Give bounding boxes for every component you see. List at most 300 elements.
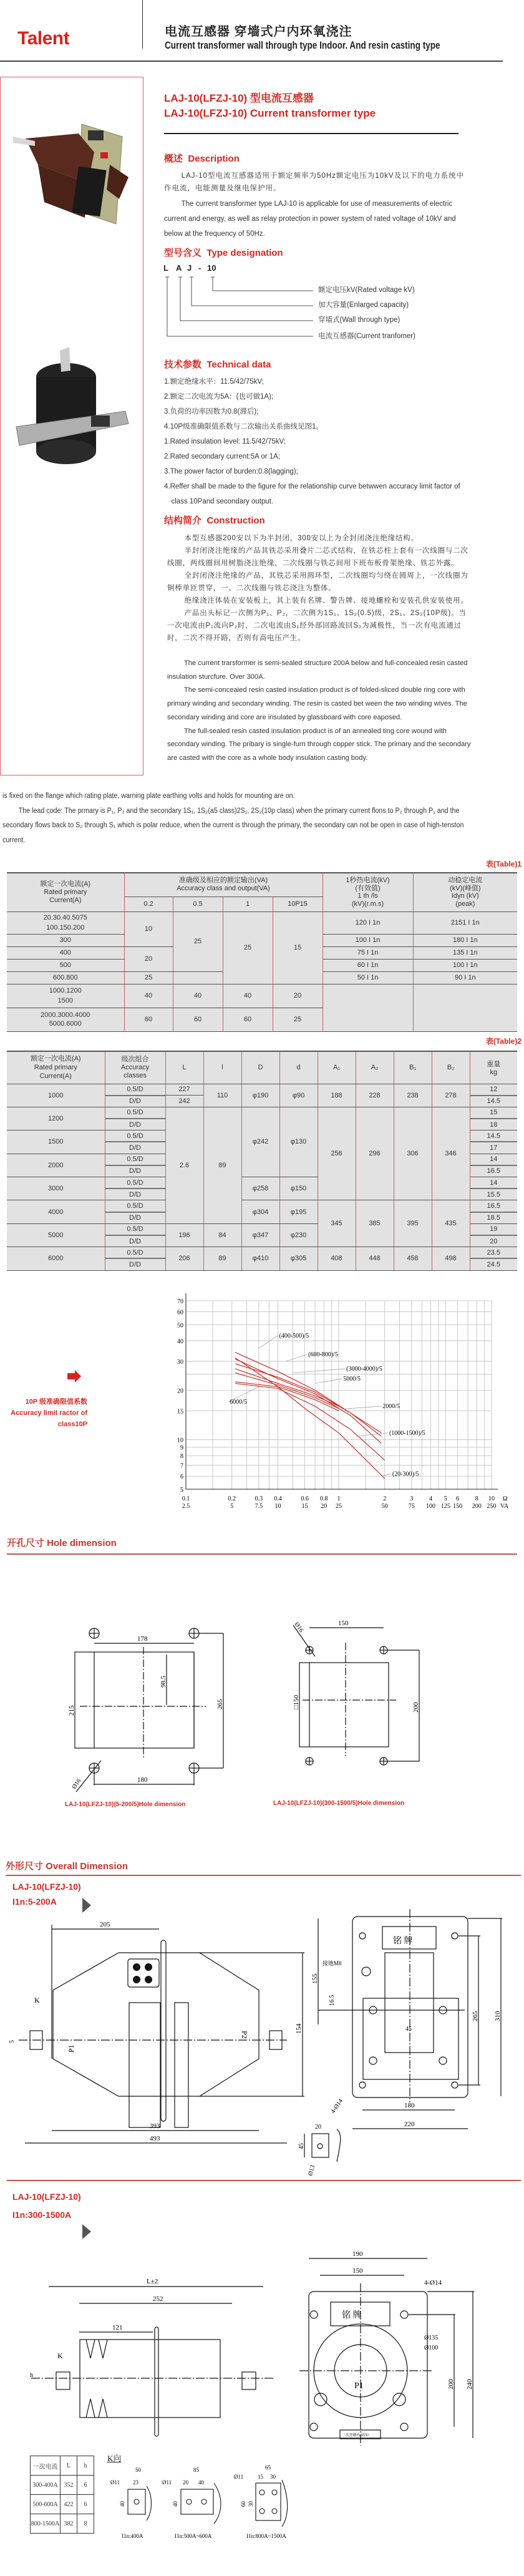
series-label: (3000-4000)/5 — [346, 1366, 382, 1373]
k-view-label: K向 — [107, 2454, 122, 2463]
product-photo-panel — [0, 77, 143, 775]
t1-cell-02: 25 — [124, 971, 173, 984]
lh-header: h — [77, 2456, 94, 2476]
ground-label: 接地M8 — [323, 1960, 342, 1966]
dim-265: 265 — [472, 2011, 479, 2021]
series-label: 6000/5 — [230, 1398, 248, 1406]
hole-caption-left: LAJ-10(LFZJ-10)(5-200/5)Hole dimension — [65, 1801, 186, 1808]
construction-wide-para: is fixed on the flange which rating plate, warning plate earthing volts and holds for mounting are on. — [2, 792, 295, 800]
overall-heading: 外形尺寸 Overall Dimension — [6, 1861, 128, 1872]
dim-154: 154 — [295, 2023, 303, 2034]
t1-row-primary: 500 — [7, 959, 124, 971]
x-tick-label-va: 200 — [472, 1503, 482, 1510]
t2-cell-current: 3000 — [7, 1177, 105, 1200]
dim-150: 150 — [338, 1620, 349, 1627]
k2-dim-dia11: Ø11 — [162, 2479, 172, 2486]
label-P1-2: P1 — [354, 2381, 364, 2391]
t2-cell-class: 0.5/D — [105, 1247, 165, 1259]
hole-caption-right: LAJ-10(LFZJ-10)(300-1500/5)Hole dimension — [273, 1800, 405, 1807]
construction-para-cn: 全封闭浇注绝缘的产品，其铁芯采用圆环型，二次线圈均匀绕在圆周上，一次线圈为铜棒单匝贯穿，一、二次线圈与铁芯浇注为整体。 — [167, 572, 468, 592]
t2-header-classes: 级次组合 Accuracy classes — [105, 1051, 165, 1084]
nameplate-label-2: 铭 牌 — [342, 2311, 362, 2320]
description-heading-cn: 概述 — [164, 153, 183, 164]
k1-dim-40: 40 — [119, 2501, 125, 2507]
t1-cell-dynamic: 180 I 1n — [413, 934, 517, 946]
construction-para-cn: 本型互感器200安以下为半封闭，300安以上为全封闭浇注绝缘结构。 — [184, 535, 419, 542]
x-tick-label-va: 50 — [381, 1503, 388, 1510]
chart-label-en: Accuracy limit ractor of class10P — [11, 1409, 87, 1428]
t1-cell-05: 60 — [173, 1008, 223, 1031]
x-unit-ohm: Ω — [503, 1495, 508, 1502]
t2-cell-weight: 19 — [470, 1223, 517, 1235]
construction-para-cn: 产品出头标记一次侧为P₁、P₂，二次侧为1S₁、1S₂(0.5)级，2S₁、2S₂(10P级)。当一次电流由P₁流向P₂时，二次电流由S₁经外部回路流回S₂为减极性，当一次有电流通过时，二次不得开路，否则有高电压产生。 — [167, 610, 467, 642]
description-text-cn: LAJ-10型电流互感器适用于额定频率为50Hz额定电压为10kV及以下的电力系统中作电流，电能测量及继电保护用。 — [164, 172, 465, 192]
lh-cell: 8 — [77, 2514, 94, 2534]
k3-caption: I1n:800A~1500A — [246, 2533, 286, 2539]
t1-row-primary: 2000.3000.4000 5000.6000 — [7, 1008, 124, 1031]
series-label: (600-800)/5 — [308, 1351, 338, 1359]
lh-cell: 800-1500A — [31, 2514, 61, 2534]
construction-para-en: The current trarsformer is semi-sealed structure 200A below and full-concealed resin casted insulation sturcfure. Over 300A. — [167, 659, 468, 681]
x-unit-va: VA — [500, 1503, 509, 1510]
label-P1: P1 — [67, 2044, 75, 2053]
model2-label: LAJ-10(LFZJ-10) — [12, 2192, 81, 2202]
overall-drawing-1-side — [0, 1897, 312, 2152]
k1-dim-23: 23 — [133, 2479, 138, 2486]
construction-heading-cn: 结构简介 — [164, 515, 202, 526]
t2-cell-D: φ258 — [241, 1177, 279, 1200]
t2-cell-current: 5000 — [7, 1223, 105, 1247]
y-tick-label: 9 — [180, 1444, 183, 1452]
t2-cell-weight: 14 — [470, 1177, 517, 1189]
tech-item: 2.Rated secondary current:5A or 1A; — [164, 453, 281, 460]
t2-cell-weight: 17 — [470, 1142, 517, 1154]
dim-dia100: Ø100 — [424, 2345, 439, 2351]
y-tick-label: 8 — [180, 1453, 183, 1461]
dim-180: 180 — [404, 2102, 415, 2109]
t2-header-weight: 重量 kg — [470, 1051, 517, 1084]
t1-cell-dynamic: 2151 I 1n — [413, 911, 517, 934]
k1-dim-dia11: Ø11 — [110, 2479, 120, 2486]
dim-150-2: 150 — [352, 2267, 363, 2275]
t2-cell-B2: 278 — [432, 1084, 470, 1107]
label-K-2: K — [57, 2351, 63, 2360]
dim-252: 252 — [153, 2295, 163, 2303]
t2-row — [7, 1247, 517, 1259]
t1-row-primary: 1000.1200 1500 — [7, 984, 124, 1008]
t2-header-A1: A₁ — [318, 1051, 356, 1084]
lh-table — [30, 2456, 94, 2534]
y-tick-label: 6 — [180, 1474, 183, 1481]
y-tick-label: 50 — [177, 1322, 183, 1329]
t2-cell-A1: 408 — [318, 1247, 356, 1270]
technical-heading-cn: 技术参数 — [164, 359, 202, 370]
dim-5: 5 — [9, 2040, 16, 2043]
dim-265: 265 — [216, 1699, 224, 1709]
t2-cell-B1: 238 — [394, 1084, 432, 1107]
series-leader — [381, 1474, 391, 1476]
construction-para-en: The semi-conceaied resin casted insulation product is of folded-sliced double ring core with primary winding and secondary winding. The resin is casted bet ween the two winding wives. The secondary winding and core are insulated by glassboard with core eaposed. — [167, 686, 467, 721]
code-letter-J: J — [187, 263, 192, 273]
t2-cell-weight: 18 — [470, 1119, 517, 1130]
model1-label: LAJ-10(LFZJ-10) — [12, 1882, 81, 1892]
construction-heading — [164, 513, 265, 527]
y-tick-label: 5 — [180, 1487, 183, 1494]
t2-cell-weight: 16.5 — [470, 1165, 517, 1177]
tech-item: 3.负荷的功率因数为0.8(滞后); — [164, 408, 259, 416]
t2-cell-A2: 385 — [356, 1200, 394, 1247]
t2-cell-A1: 345 — [318, 1200, 356, 1247]
hole-heading: 开孔尺寸 Hole dimension — [7, 1538, 117, 1548]
t1-row-primary: 400 — [7, 946, 124, 959]
nameplate-label: 铭 牌 — [393, 1937, 413, 1946]
x-tick-label-va: 5 — [230, 1503, 234, 1510]
t1-cell-thermal: 120 I 1n — [323, 911, 413, 934]
description-heading-en: Description — [188, 153, 240, 164]
dim-393: 393 — [150, 2122, 160, 2130]
t2-cell-class: D/D — [105, 1212, 165, 1224]
dim-180: 180 — [137, 1776, 148, 1784]
t2-cell-weight: 14.5 — [470, 1130, 517, 1142]
table2-caption: 表(Table)2 — [485, 1037, 522, 1046]
dim-240: 240 — [466, 2379, 473, 2389]
dim-4-dia14: 4-Ø14 — [329, 2097, 345, 2115]
construction-para-en: The full-sealed resin casted insulation product is of an annealed ting core wound with secondary winding. The pribary is single-furn through copper stick. The primary and the secondary are casted with the core as a whole body insulation casting body. — [167, 727, 471, 762]
t1-header-thermal: 1秒热电流(kV) (有效值) 1 th /ls (kV)(r.m.s) — [323, 873, 413, 911]
t2-cell-weight: 12 — [470, 1084, 517, 1096]
t2-cell-B2: 435 — [432, 1200, 470, 1247]
t2-cell-weight: 15.5 — [470, 1188, 517, 1200]
x-tick-label-ohm: 10 — [488, 1495, 495, 1502]
t1-header-accuracy: 准确级及相应的额定输出(VA) Accuracy class and output(VA) — [124, 873, 323, 897]
t2-row — [7, 1200, 517, 1212]
label-K: K — [34, 1996, 40, 2005]
x-tick-label-ohm: 0.2 — [228, 1495, 236, 1502]
construction-en-block — [167, 657, 473, 766]
lh-cell: 500-600A — [31, 2495, 61, 2514]
designation-diagram — [163, 263, 438, 332]
dim-dia13: Ø13 — [307, 2164, 317, 2177]
k2-dim-40b: 40 — [172, 2501, 178, 2507]
x-tick-label-va: 250 — [487, 1503, 497, 1510]
t2-cell-class: D/D — [105, 1188, 165, 1200]
t1-cell-05-blank — [173, 971, 223, 984]
t2-cell-D: φ410 — [241, 1247, 279, 1270]
technical-heading-en: Technical data — [206, 359, 271, 370]
designation-item-voltage: 额定电压kV(Rated voltage kV) — [318, 286, 415, 294]
designation-item-ct: 电流互感器(Current tranfomer) — [318, 333, 415, 340]
t2-header-primary: 额定一次电流(A) Rated primary Current(A) — [7, 1051, 105, 1084]
lh-cell: 6 — [77, 2495, 94, 2514]
t2-cell-d: φ130 — [279, 1107, 318, 1177]
t2-cell-d: φ150 — [279, 1177, 318, 1200]
t1-cell-dynamic: 100 I 1n — [413, 959, 517, 971]
x-tick-label-ohm: 1 — [337, 1495, 341, 1502]
x-tick-label-ohm: 3 — [410, 1495, 414, 1502]
series-leader — [293, 1369, 345, 1373]
k3-dim-65: 65 — [265, 2464, 271, 2471]
t2-cell-class: D/D — [105, 1096, 165, 1107]
x-tick-label-va: 7.5 — [255, 1503, 263, 1510]
t2-cell-current: 2000 — [7, 1154, 105, 1177]
t2-cell-weight: 23.5 — [470, 1247, 517, 1259]
k3-dim-30b: 30 — [248, 2501, 254, 2507]
k2-caption: I1n:500A~600A — [175, 2533, 212, 2539]
x-tick-label-va: 100 — [426, 1503, 436, 1510]
x-tick-label-va: 15 — [301, 1503, 308, 1510]
t2-cell-l: 89 — [203, 1247, 241, 1270]
product-photo-black-ct — [1, 346, 143, 483]
t1-cell-thermal: 60 I 1n — [323, 959, 413, 971]
t2-header-L: L — [165, 1051, 203, 1084]
tech-item: 1.额定绝缘水平：11.5/42/75kV; — [164, 378, 264, 386]
y-tick-label: 30 — [177, 1358, 183, 1366]
t2-cell-L: 206 — [165, 1247, 203, 1270]
t2-cell-l: 84 — [203, 1223, 241, 1247]
t1-class-10p15: 10P15 — [273, 897, 323, 911]
technical-list — [164, 374, 513, 509]
t1-cell-1: 40 — [223, 984, 273, 1008]
header-title-cn: 电流互感器 穿墙式户内环氧浇注 — [165, 25, 352, 39]
chart-y-label — [6, 1396, 87, 1430]
dim-dia135: Ø135 — [424, 2335, 439, 2341]
dim-310: 310 — [494, 2011, 502, 2021]
x-tick-label-va: 75 — [408, 1503, 415, 1510]
t2-cell-weight: 15 — [470, 1107, 517, 1119]
dim-square150: □150 — [293, 1694, 300, 1709]
t2-cell-B1: 395 — [394, 1200, 432, 1247]
series-label: 5000/5 — [343, 1375, 361, 1383]
t1-cell-thermal: 50 I 1n — [323, 971, 413, 984]
designation-leader-lines — [163, 263, 319, 332]
designation-item-capacity: 加大容量(Enlarged capacity) — [318, 301, 409, 309]
t2-header-A2: A₂ — [356, 1051, 394, 1084]
dim-121: 121 — [112, 2324, 123, 2331]
t2-cell-B1: 458 — [394, 1247, 432, 1270]
k3-dim-30: 30 — [270, 2474, 276, 2480]
t1-cell-dynamic: 90 I 1n — [413, 971, 517, 984]
series-leader — [356, 1433, 388, 1436]
t2-header-D: D — [241, 1051, 279, 1084]
x-tick-label-ohm: 0.1 — [182, 1495, 190, 1502]
x-tick-label-ohm: 0.3 — [255, 1495, 263, 1502]
dim-200-2: 200 — [447, 2379, 455, 2389]
t1-cell-02: 60 — [124, 1008, 173, 1031]
construction-para-cn: 绝缘浇注体装在安装板上，其上装有名牌、警告牌、接地螺栓和安装孔供安装使用。 — [184, 597, 468, 605]
x-tick-label-ohm: 4 — [429, 1495, 433, 1502]
tech-item: 4.Reffer shall be made to the figure for the relationship curve betwwen accuracy limit factor of class 10Pand secondary output. — [164, 483, 460, 505]
series-leader — [315, 1379, 342, 1384]
t1-row-primary: 300 — [7, 934, 124, 946]
k2-dim-20: 20 — [183, 2479, 188, 2486]
designation-item-wall: 穿墙式(Wall through type) — [318, 316, 400, 324]
dim-dia16: Ø16 — [70, 1777, 83, 1791]
y-tick-label: 60 — [177, 1309, 183, 1316]
t2-cell-class: 0.5/D — [105, 1223, 165, 1235]
construction-heading-en: Construction — [206, 515, 265, 526]
lh-cell: 352 — [61, 2476, 77, 2495]
x-tick-label-ohm: 8 — [475, 1495, 478, 1502]
t1-cell-dynamic-empty — [413, 984, 517, 1031]
technical-heading — [164, 357, 271, 371]
y-tick-label: 40 — [177, 1338, 183, 1346]
dim-493: 493 — [150, 2135, 160, 2142]
hole-drawing-left-bottom — [62, 1759, 237, 1800]
t2-cell-weight: 20 — [470, 1235, 517, 1247]
k2-dim-85: 85 — [193, 2467, 199, 2473]
y-tick-label: 15 — [177, 1408, 183, 1416]
t1-class-0.5: 0.5 — [173, 897, 223, 911]
product-title-en: LAJ-10(LFZJ-10) Current transformer type — [164, 107, 376, 119]
t1-cell-05: 25 — [173, 911, 223, 971]
t2-cell-L: 227 — [165, 1084, 203, 1096]
series-leader — [286, 1354, 307, 1361]
t2-cell-d: φ230 — [279, 1223, 318, 1247]
t2-cell-weight: 16.5 — [470, 1200, 517, 1212]
chart-label-cn: 10P 级准确限值系数 — [25, 1398, 87, 1406]
t2-cell-L: 2.6 — [165, 1107, 203, 1223]
designation-leader-last — [163, 332, 319, 341]
designation-heading — [164, 246, 283, 259]
t2-cell-d: φ305 — [279, 1247, 318, 1270]
lh-cell: 382 — [61, 2514, 77, 2534]
construction-wide-block — [2, 789, 478, 848]
dim-155: 155 — [311, 1973, 319, 1984]
t2-cell-l: 110 — [203, 1084, 241, 1107]
dim-220: 220 — [404, 2121, 415, 2128]
designation-heading-cn: 型号含义 — [164, 248, 202, 258]
k1-dim-50: 50 — [135, 2467, 141, 2473]
accuracy-limit-chart — [162, 1288, 524, 1519]
description-text-en: The current transformer type LAJ-10 is applicable for use of measurements of electric current and energy, as well as relay protection in power system of rated voltage of 10kV and below at the frequency of 50Hz. — [164, 200, 456, 238]
x-tick-label-ohm: 0.4 — [274, 1495, 282, 1502]
t2-cell-class: D/D — [105, 1119, 165, 1130]
t2-cell-L: 196 — [165, 1223, 203, 1247]
table1 — [7, 872, 517, 1032]
t1-header-dynamic: 动稳定电流 (kV)(峰值) Idyn (kV) (peak) — [413, 873, 517, 911]
dim-dia16-right: Ø16 — [293, 1621, 305, 1634]
t2-cell-d: φ90 — [279, 1084, 318, 1107]
t2-cell-class: D/D — [105, 1142, 165, 1154]
tech-item: 4.10P级准确限值系数与二次输出关系曲线见图1。 — [164, 423, 323, 430]
x-tick-label-va: 2.5 — [182, 1503, 190, 1510]
t1-cell-02: 10 — [124, 911, 173, 946]
t2-cell-A2: 228 — [356, 1084, 394, 1107]
hole-drawing-right — [287, 1600, 449, 1775]
lh-cell: 6 — [77, 2476, 94, 2495]
t1-row-primary: 600.800 — [7, 971, 124, 984]
k3-dim-15: 15 — [258, 2474, 263, 2480]
construction-para-cn: 半封闭浇注绝缘的产品其铁芯采用叠片二芯式结构，在铁芯柱上套有一次线圈与二次线圈，两线圈间用树脂浇注绝缘，二次线圈与铁芯间用下班布板骨架绝缘、铁芯外露。 — [167, 547, 468, 567]
series-line — [235, 1358, 385, 1479]
overall-drawing-2-front — [293, 2246, 499, 2452]
dim-190: 190 — [352, 2250, 363, 2258]
dim-h: h — [30, 2372, 33, 2379]
lh-header: L — [61, 2456, 77, 2476]
tech-item: 3.The power factor of burden:0.8(lagging); — [164, 468, 298, 475]
t1-cell-10p: 15 — [273, 911, 323, 984]
code-voltage: 10 — [207, 263, 216, 273]
tech-item: 2.额定二次电流为5A：(也可做1A); — [164, 393, 274, 401]
t2-cell-current: 1500 — [7, 1130, 105, 1154]
t2-cell-current: 4000 — [7, 1200, 105, 1223]
t1-row-primary: 20.30.40.5075 100.150.200 — [7, 911, 124, 934]
t2-cell-A2: 296 — [356, 1107, 394, 1200]
t1-cell-05: 40 — [173, 984, 223, 1008]
overall-detail-terminal — [287, 2121, 362, 2177]
t2-cell-class: D/D — [105, 1258, 165, 1270]
x-tick-label-ohm: 6 — [456, 1495, 460, 1502]
dim-L-pm2: L±2 — [147, 2278, 158, 2285]
tech-item: 1.Rated insulation level: 11.5/42/75kV; — [164, 438, 286, 445]
dim-205: 205 — [100, 1921, 110, 1928]
table1-caption: 表(Table)1 — [485, 860, 522, 868]
t2-cell-B2: 346 — [432, 1107, 470, 1200]
dim-178: 178 — [137, 1635, 148, 1643]
t2-cell-current: 1000 — [7, 1084, 105, 1107]
title-rule — [164, 133, 458, 134]
header-rule — [0, 61, 503, 62]
dim-45: 45 — [405, 2026, 412, 2033]
series-leader — [259, 1336, 278, 1348]
overall-rule — [6, 1875, 521, 1876]
dim-16.5: 16.5 — [329, 1995, 336, 2006]
t2-cell-A1: 188 — [318, 1084, 356, 1107]
dim-20: 20 — [315, 2124, 321, 2131]
t2-cell-current: 6000 — [7, 1247, 105, 1270]
construction-wide-para: The lead code: The prmary is P₁, P₂ and the secondary 1S₁, 1S₂(a5 class)2S₁, 2S₂(10p class) when the primary current flons to P₂ through P₁ and the secondary flows back to S₂ through S₁ which is polar reduce, when the current is through the primary, the secondary can not be open in case of high-tenston current. — [2, 807, 464, 844]
k3-dim-dia11: Ø11 — [234, 2474, 244, 2480]
t2-cell-weight: 18.5 — [470, 1212, 517, 1224]
t2-cell-D: φ347 — [241, 1223, 279, 1247]
arrow-pointer-icon — [81, 2223, 96, 2240]
t2-cell-weight: 14.5 — [470, 1096, 517, 1107]
t1-cell-10p: 20 — [273, 984, 323, 1008]
t2-cell-A1: 256 — [318, 1107, 356, 1200]
range1-label: I1n:5-200A — [12, 1897, 57, 1907]
t2-cell-D: φ242 — [241, 1107, 279, 1177]
x-tick-label-va: 20 — [321, 1503, 328, 1510]
t2-cell-class: 0.5/D — [105, 1177, 165, 1189]
k2-dim-40: 40 — [198, 2479, 204, 2486]
t1-cell-02: 20 — [124, 946, 173, 971]
t2-cell-weight: 24.5 — [470, 1258, 517, 1270]
t1-class-1: 1 — [223, 897, 273, 911]
t2-row — [7, 1084, 517, 1096]
header-title-en: Current transformer wall through type Indoor. And resin casting type — [165, 40, 440, 51]
x-tick-label-ohm: 2 — [383, 1495, 387, 1502]
y-tick-label: 20 — [177, 1388, 183, 1395]
t2-header-B2: B₂ — [432, 1051, 470, 1084]
y-tick-label: 70 — [177, 1298, 183, 1305]
product-photo-brown-ct — [1, 109, 143, 271]
k1-caption: I1n:400A — [122, 2533, 143, 2539]
t1-cell-dynamic: 135 I 1n — [413, 946, 517, 959]
y-tick-label: 10 — [177, 1437, 183, 1444]
t1-cell-10p: 25 — [273, 1008, 323, 1031]
t2-header-l: l — [203, 1051, 241, 1084]
description-heading — [164, 152, 240, 165]
dim-200: 200 — [412, 1702, 420, 1713]
t2-cell-D: φ304 — [241, 1200, 279, 1223]
t2-cell-class: D/D — [105, 1235, 165, 1247]
t2-cell-d: φ195 — [279, 1200, 318, 1223]
t2-header-B1: B₁ — [394, 1051, 432, 1084]
dim-45-detail: 45 — [298, 2143, 305, 2149]
dim-215: 215 — [68, 1705, 75, 1716]
t2-cell-class: 0.5/D — [105, 1107, 165, 1119]
overall-drawing-1-front — [311, 1915, 521, 2140]
